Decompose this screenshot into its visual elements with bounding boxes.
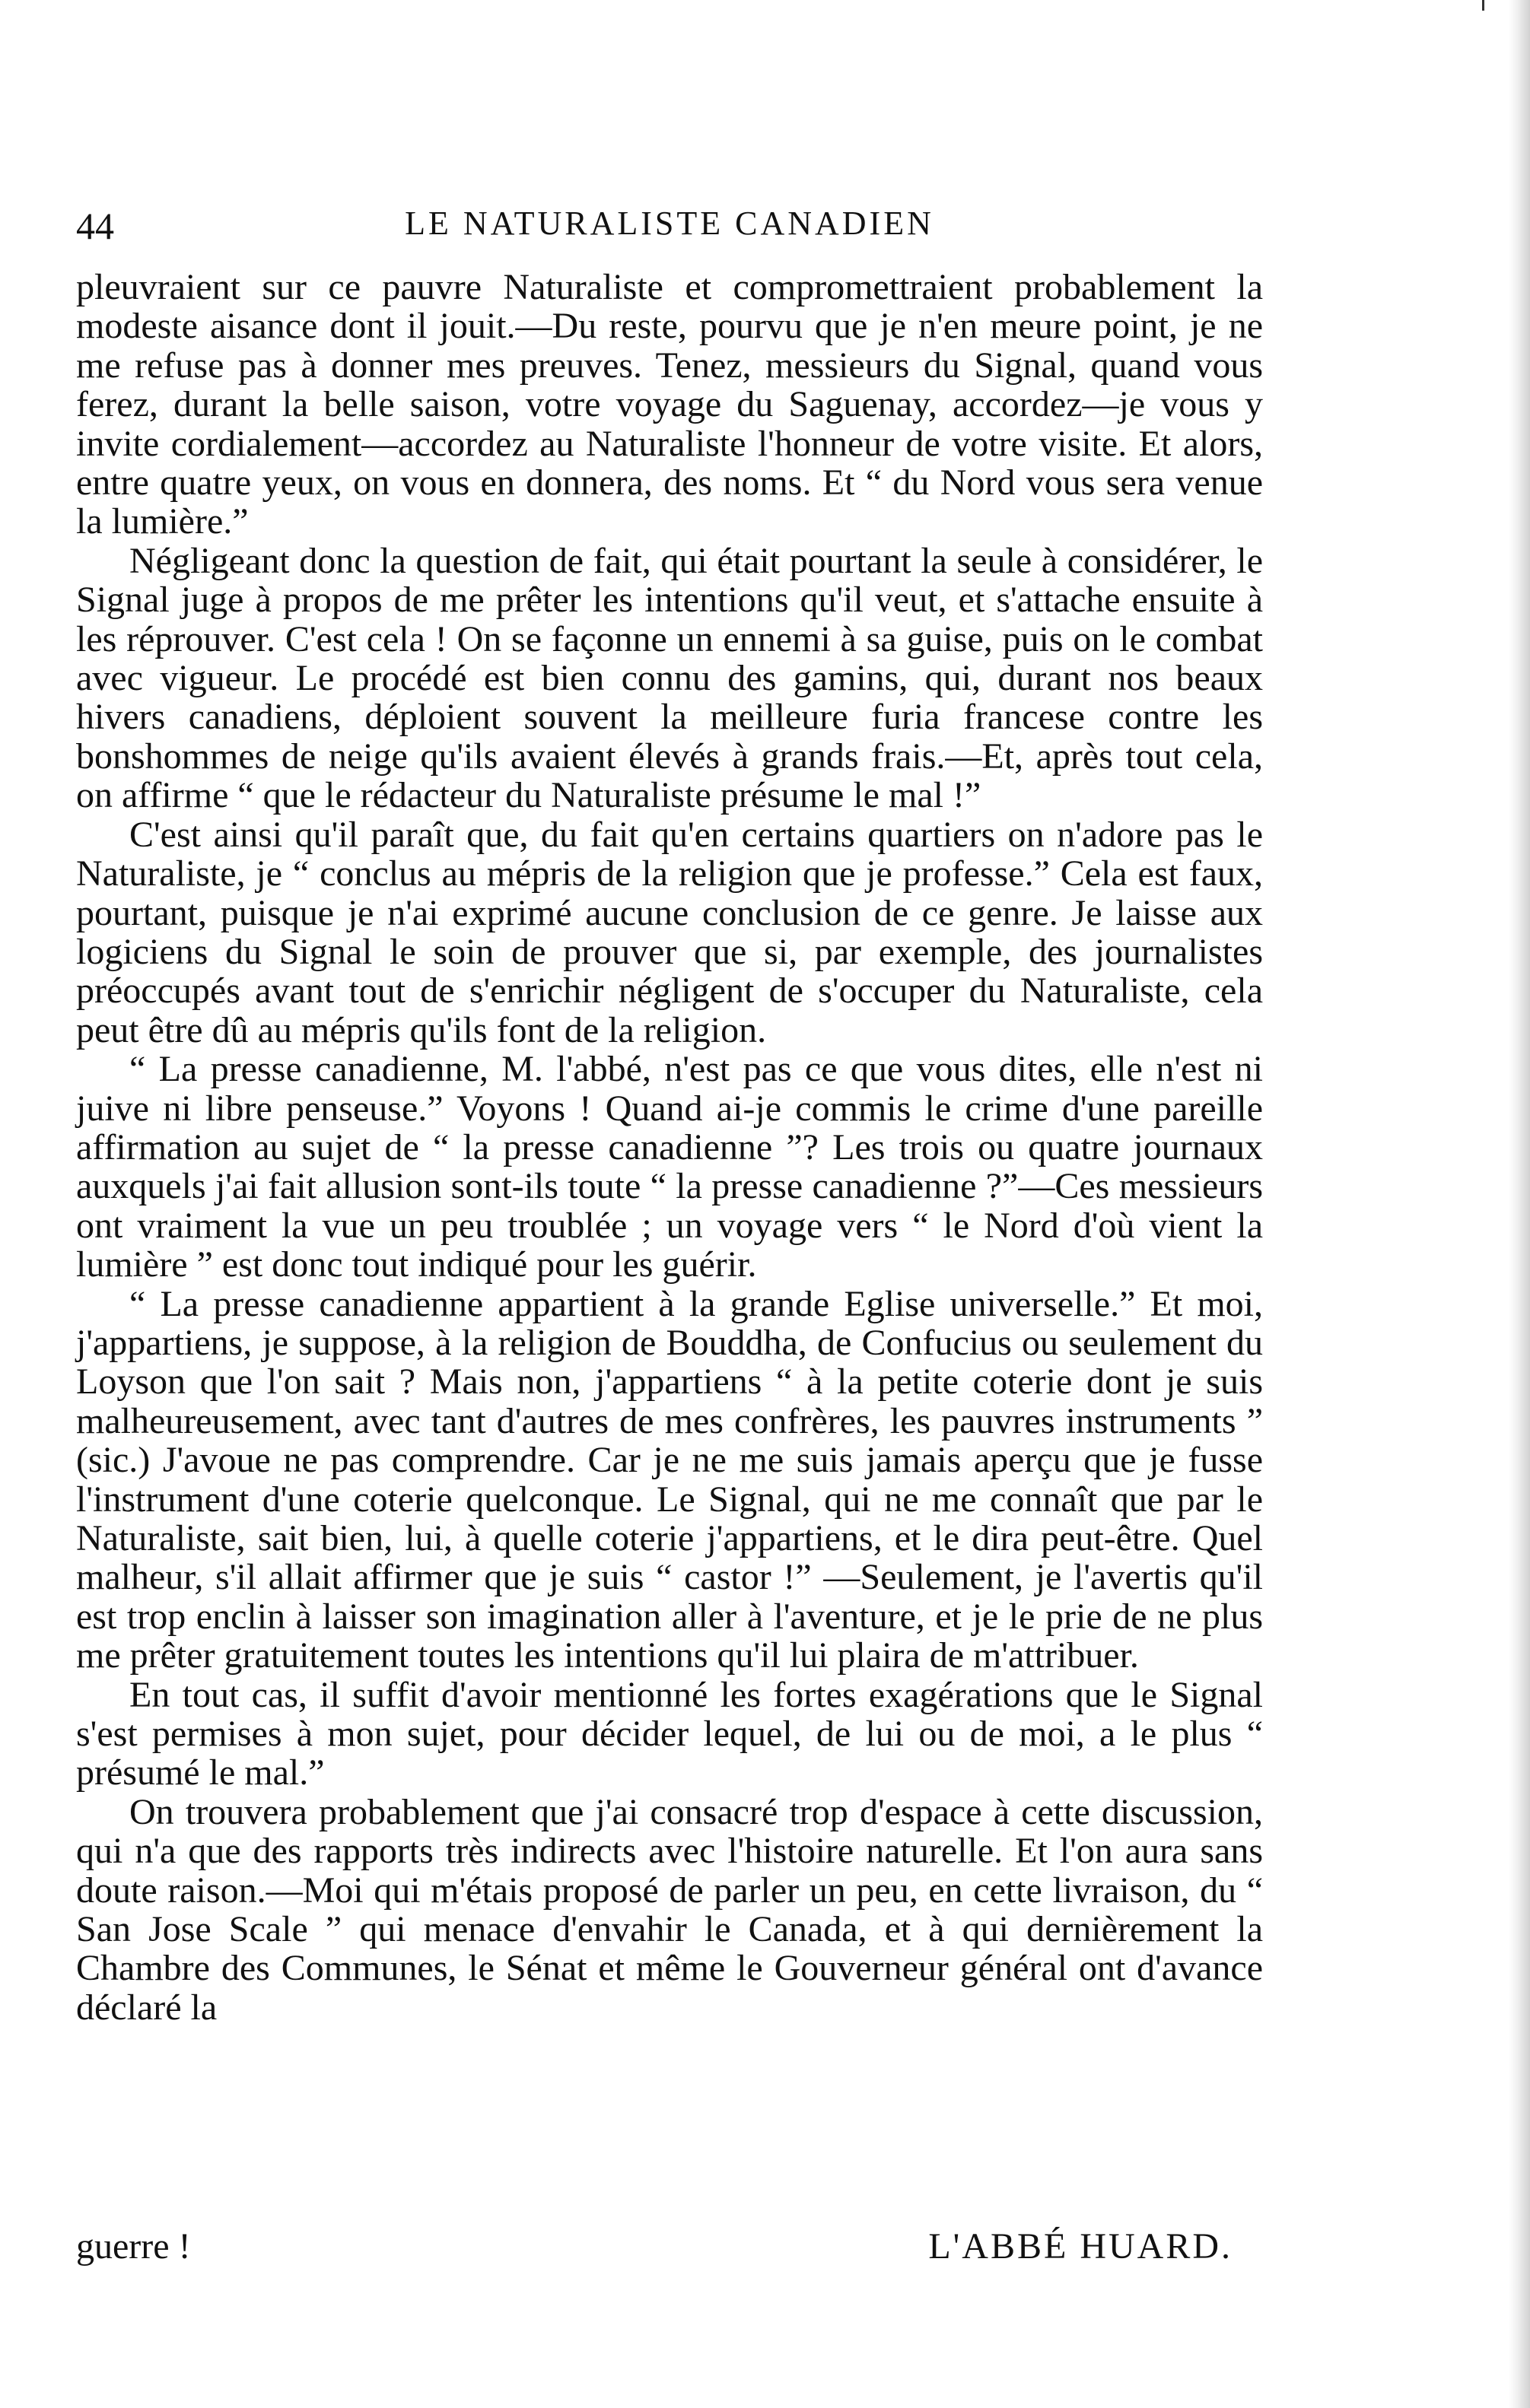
paragraph: pleuvraient sur ce pauvre Naturaliste et compromettraient probablement la modeste aisance dont il jouit.—Du reste, pourvu que je n'en meure point, je ne me refuse pas à donner mes preuves. Tenez, messieurs du Signal, quand vous ferez, durant la belle saison, votre voyage du Saguenay, accordez—je vous y invite cordialement—accordez au Naturaliste l'honneur de votre visite. Et alors, entre quatre yeux, on vous en donnera, des noms. Et “ du Nord vous sera venue la lumière.” xyxy=(76,267,1263,542)
paragraph: “ La presse canadienne, M. l'abbé, n'est pas ce que vous dites, elle n'est ni juive ni libre penseuse.” Voyons ! Quand ai-je commis le crime d'une pareille affirmation au sujet de “ la presse canadienne ”? Les trois ou quatre journaux auxquels j'ai fait allusion sont-ils toute “ la presse canadienne ?”—Ces messieurs ont vraiment la vue un peu troublée ; un voyage vers “ le Nord d'où vient la lumière ” est donc tout indiqué pour les guérir. xyxy=(76,1049,1263,1285)
paragraph: C'est ainsi qu'il paraît que, du fait qu'en certains quartiers on n'adore pas le Naturaliste, je “ conclus au mépris de la religion que je professe.” Cela est faux, pourtant, puisque je n'ai exprimé aucune conclusion de ce genre. Je laisse aux logiciens du Signal le soin de prouver que si, par exemple, des journalistes préoccupés avant tout de s'enrichir négligent de s'occuper du Naturaliste, cela peut être dû au mépris qu'ils font de la religion. xyxy=(76,814,1263,1050)
page-number: 44 xyxy=(76,205,114,247)
author-signature xyxy=(928,2225,1233,2267)
page-header xyxy=(76,204,1263,257)
scan-mark xyxy=(1482,0,1484,11)
article-body xyxy=(76,268,1263,2027)
paragraph: Négligeant donc la question de fait, qui était pourtant la seule à considérer, le Signal juge à propos de me prêter les intentions qu'il veut, et s'attache ensuite à les réprouver. C'est cela ! On se façonne un ennemi à sa guise, puis on le combat avec vigueur. Le procédé est bien connu des gamins, qui, durant nos beaux hivers canadiens, déploient souvent la meilleure furia francese contre les bonshommes de neige qu'ils avaient élevés à grands frais.—Et, après tout cela, on affirme “ que le rédacteur du Naturaliste présume le mal !” xyxy=(76,540,1263,816)
closing-word: guerre ! xyxy=(76,2226,191,2267)
paragraph: “ La presse canadienne appartient à la grande Eglise universelle.” Et moi, j'appartiens, je suppose, à la religion de Bouddha, de Confucius ou seulement du Loyson que l'on sait ? Mais non, j'appartiens “ à la petite coterie dont je suis malheureusement, avec tant d'autres de mes confrères, les pauvres instruments ” (sic.) J'avoue ne pas comprendre. Car je ne me suis jamais aperçu que je fusse l'instrument d'une coterie quelconque. Le Signal, qui ne me connaît que par le Naturaliste, sait bien, lui, à quelle coterie j'appartiens, et le dira peut-être. Quel malheur, s'il allait affirmer que je suis “ castor !” —Seulement, je l'avertis qu'il est trop enclin à laisser son imagination aller à l'aventure, et je le prie de ne plus me prêter gratuitement toutes les intentions qu'il lui plaira de m'attribuer. xyxy=(76,1283,1263,1676)
paragraph: On trouvera probablement que j'ai consacré trop d'espace à cette discussion, qui n'a que des rapports très indirects avec l'histoire naturelle. Et l'on aura sans doute raison.—Moi qui m'étais proposé de parler un peu, en cette livraison, du “ San Jose Scale ” qui menace d'envahir le Canada, et à qui dernièrement la Chambre des Communes, le Sénat et même le Gouverneur général ont d'avance déclaré la xyxy=(76,1791,1263,2028)
running-title: LE NATURALISTE CANADIEN xyxy=(405,205,934,242)
signature-rest: UARD. xyxy=(1108,2226,1233,2267)
paragraph: En tout cas, il suffit d'avoir mentionné les fortes exagérations que le Signal s'est permises à mon sujet, pour décider lequel, de lui ou de moi, a le plus “ présumé le mal.” xyxy=(76,1674,1263,1793)
page-edge-shadow xyxy=(1509,0,1530,2408)
signature-initial: L'ABBÉ H xyxy=(928,2226,1109,2267)
